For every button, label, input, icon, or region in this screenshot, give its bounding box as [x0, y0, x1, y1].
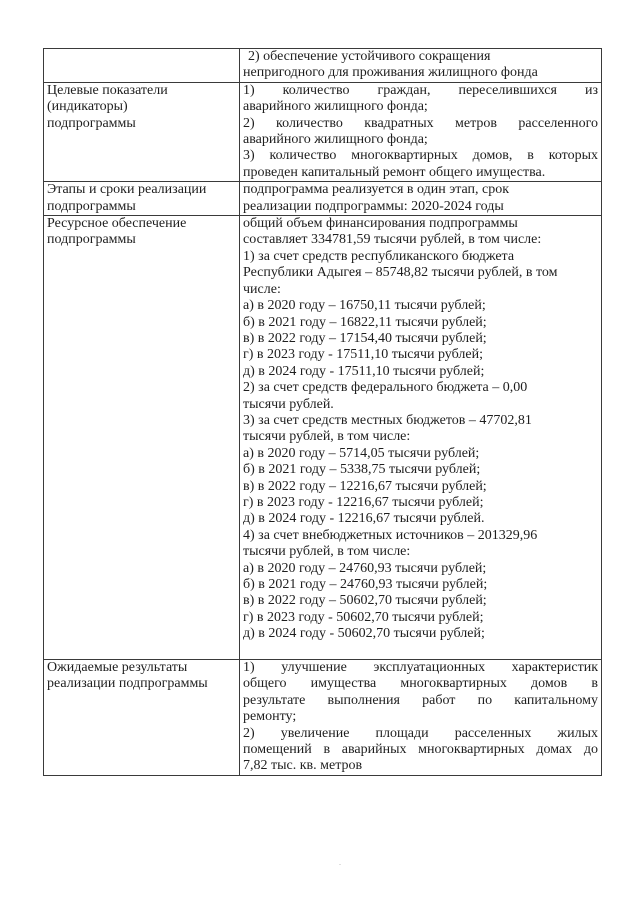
page-mark: .: [339, 858, 341, 867]
row-label-cell: [44, 660, 240, 776]
content-line: 7,82 тыс. кв. метров: [243, 758, 363, 774]
row-label-line: Целевые показатели: [47, 82, 168, 98]
row-label-line: подпрограммы: [47, 232, 136, 248]
row-label-line: подпрограммы: [47, 198, 136, 214]
content-line: 2) за счет средств федерального бюджета – 0,00: [243, 380, 528, 396]
row-label-line: реализации подпрограммы: [47, 676, 208, 692]
table-row: [44, 216, 602, 660]
content-line: тысячи рублей, в том числе:: [243, 429, 411, 445]
row-label-cell: [44, 82, 240, 181]
content-line: аварийного жилищного фонда;: [243, 99, 428, 115]
content-line: результате выполнения работ по капитальному: [243, 692, 598, 708]
content-line: числе:: [243, 281, 281, 297]
content-line: помещений в аварийных многоквартирных домах до: [243, 742, 598, 758]
row-label-cell: [44, 216, 240, 660]
row-content-cell: [240, 49, 602, 83]
content-line: г) в 2023 году - 17511,10 тысячи рублей;: [243, 347, 483, 363]
content-line: проведен капитальный ремонт общего имущества.: [243, 164, 546, 180]
content-line: 2) обеспечение устойчивого сокращения: [248, 49, 491, 64]
content-line: подпрограмма реализуется в один этап, срок: [243, 182, 510, 198]
content-line: ремонту;: [243, 709, 297, 725]
row-content-cell: [240, 660, 602, 776]
row-label-cell: [44, 182, 240, 216]
table-body: [44, 49, 602, 776]
content-line: в) в 2022 году – 17154,40 тысячи рублей;: [243, 330, 487, 346]
content-line: 4) за счет внебюджетных источников – 201329,96: [243, 527, 538, 543]
content-line: б) в 2021 году – 24760,93 тысячи рублей;: [243, 577, 488, 592]
content-line: а) в 2020 году – 16750,11 тысячи рублей;: [243, 298, 486, 314]
content-line: общего имущества многоквартирных домов в: [243, 676, 598, 692]
content-line: Республики Адыгея – 85748,82 тысячи рублей, в том: [243, 265, 558, 281]
content-line: д) в 2024 году - 50602,70 тысячи рублей;: [243, 626, 485, 642]
content-line: 1) количество граждан, переселившихся из: [243, 82, 598, 98]
content-line: общий объем финансирования подпрограммы: [243, 216, 518, 232]
content-line: д) в 2024 году - 12216,67 тысячи рублей.: [243, 511, 485, 527]
row-label-line: Ожидаемые результаты: [47, 660, 188, 676]
row-content-cell: [240, 82, 602, 181]
content-line: г) в 2023 году - 12216,67 тысячи рублей;: [243, 494, 484, 510]
content-line: реализации подпрограммы: 2020-2024 годы: [243, 198, 504, 214]
table-row: [44, 660, 602, 776]
content-line: в) в 2022 году – 50602,70 тысячи рублей;: [243, 593, 487, 609]
content-line: 2) количество квадратных метров расселенного: [243, 115, 598, 131]
content-line: б) в 2021 году – 5338,75 тысячи рублей;: [243, 462, 481, 478]
content-line: д) в 2024 году - 17511,10 тысячи рублей;: [243, 363, 485, 379]
row-label-line: подпрограммы: [47, 115, 136, 131]
table-row: [44, 182, 602, 216]
content-line: 3) за счет средств местных бюджетов – 47702,81: [243, 412, 532, 428]
content-line: 2) увеличение площади расселенных жилых: [243, 725, 598, 741]
row-content-cell: [240, 216, 602, 660]
table-row: [44, 49, 602, 83]
content-line: 1) за счет средств республиканского бюджета: [243, 248, 515, 264]
content-line: составляет 334781,59 тысячи рублей, в том числе:: [243, 232, 542, 248]
content-line: аварийного жилищного фонда;: [243, 132, 428, 148]
content-line: а) в 2020 году – 24760,93 тысячи рублей;: [243, 560, 487, 576]
content-line: а) в 2020 году – 5714,05 тысячи рублей;: [243, 445, 480, 461]
row-label-line: Ресурсное обеспечение: [47, 216, 187, 232]
content-line: в) в 2022 году – 12216,67 тысячи рублей;: [243, 478, 487, 494]
subprogram-passport-table: [43, 48, 602, 776]
row-label-line: Этапы и сроки реализации: [47, 182, 207, 198]
row-content-cell: [240, 182, 602, 216]
row-label-cell: [44, 49, 240, 83]
content-line: тысячи рублей, в том числе:: [243, 544, 411, 560]
blank-line: [243, 643, 598, 659]
content-line: б) в 2021 году – 16822,11 тысячи рублей;: [243, 314, 487, 330]
table-row: [44, 82, 602, 181]
content-line: г) в 2023 году - 50602,70 тысячи рублей;: [243, 609, 484, 625]
row-label-line: (индикаторы): [47, 99, 128, 115]
content-line: 1) улучшение эксплуатационных характеристик: [243, 660, 598, 676]
content-line: тысячи рублей.: [243, 396, 334, 412]
content-line: непригодного для проживания жилищного фонда: [243, 65, 538, 81]
content-line: 3) количество многоквартирных домов, в которых: [243, 148, 598, 164]
